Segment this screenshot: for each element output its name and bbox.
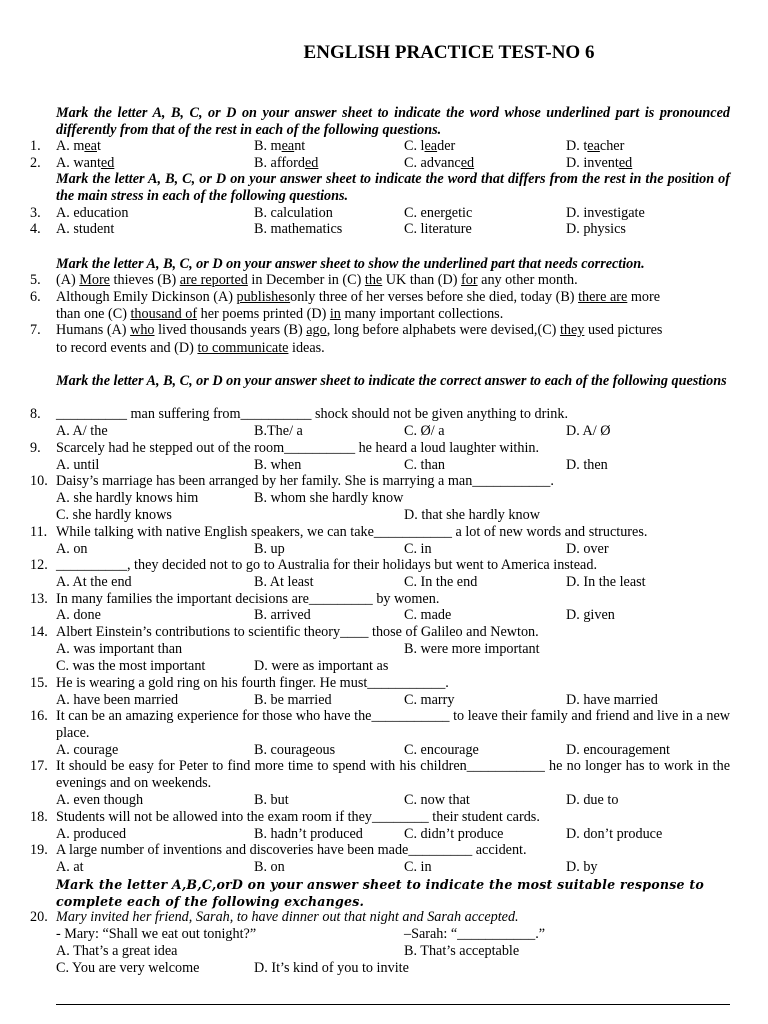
option-a[interactable]: A. A/ the — [56, 423, 108, 439]
option-b[interactable]: B. on — [254, 859, 285, 875]
option-c[interactable]: C. literature — [404, 221, 472, 237]
option-c[interactable]: C. marry — [404, 692, 455, 708]
option-a[interactable]: A. courage — [56, 742, 119, 758]
choice-a[interactable]: More — [79, 272, 110, 288]
question-stem: It can be an amazing experience for those who have the___________ to leave their family and friend and live in a new place. — [56, 708, 730, 741]
option-a[interactable]: A. on — [56, 541, 88, 557]
question-number: 13. — [30, 591, 48, 607]
option-b[interactable]: B. whom she hardly know — [254, 490, 404, 506]
choice-c[interactable]: the — [364, 272, 383, 288]
option-c[interactable]: C. encourage — [404, 742, 479, 758]
option-d[interactable]: D. were as important as — [254, 658, 389, 674]
question-stem: __________ man suffering from__________ shock should not be given anything to drink. — [56, 406, 569, 422]
option-c[interactable]: C. advanced — [404, 155, 475, 171]
option-b[interactable]: B. mathematics — [254, 221, 343, 237]
option-c[interactable]: C. than — [404, 457, 445, 473]
option-a[interactable]: A. At the end — [56, 574, 132, 590]
choice-d[interactable]: to communicate — [197, 340, 289, 356]
option-d[interactable]: D. physics — [566, 221, 626, 237]
question-stem: Albert Einstein’s contributions to scientific theory____ those of Galileo and Newton. — [56, 624, 539, 640]
page-divider — [56, 1004, 730, 1005]
question-stem: __________, they decided not to go to Australia for their holidays but went to America instead. — [56, 557, 597, 573]
option-a[interactable]: A. meat — [56, 138, 101, 154]
page-title: ENGLISH PRACTICE TEST-NO 6 — [303, 42, 595, 63]
option-d[interactable]: D. don’t produce — [566, 826, 663, 842]
question-stem: Students will not be allowed into the exam room if they________ their student cards. — [56, 809, 540, 825]
choice-d[interactable]: for — [461, 272, 478, 288]
question-7: 7. Humans (A) who lived thousands years (B) ago, long before alphabets were devised,(C) they used pictures — [30, 322, 663, 338]
option-b[interactable]: B. up — [254, 541, 285, 557]
instruction-error: Mark the letter A, B, C, or D on your answer sheet to show the underlined part that needs correction. — [56, 256, 645, 272]
option-d[interactable]: D. encouragement — [566, 742, 670, 758]
question-number: 12. — [30, 557, 48, 573]
option-b[interactable]: B. That’s acceptable — [404, 943, 520, 959]
question-10 — [30, 473, 730, 490]
option-a[interactable]: A. wanted — [56, 155, 115, 171]
choice-b[interactable]: ago — [306, 322, 327, 338]
option-a[interactable]: A. That’s a great idea — [56, 943, 178, 959]
question-number: 16. — [30, 708, 48, 724]
option-b[interactable]: B. At least — [254, 574, 314, 590]
question-number: 11. — [30, 524, 48, 540]
option-d[interactable]: D. then — [566, 457, 608, 473]
option-a[interactable]: A. even though — [56, 792, 144, 808]
option-c[interactable]: C. leader — [404, 138, 456, 154]
option-b[interactable]: B. be married — [254, 692, 332, 708]
option-a[interactable]: A. at — [56, 859, 84, 875]
question-7-line-2: to record events and (D) to communicate ideas. — [56, 340, 325, 356]
option-b[interactable]: B. calculation — [254, 205, 333, 221]
question-18 — [30, 809, 730, 826]
question-number: 1. — [30, 138, 41, 154]
option-d[interactable]: D. invented — [566, 155, 633, 171]
option-d[interactable]: D. due to — [566, 792, 619, 808]
instruction-stress: Mark the letter A, B, C, or D on your answer sheet to indicate the word that differs from the rest in the position of the main stress in each of the following questions. — [56, 171, 730, 204]
option-c[interactable]: C. energetic — [404, 205, 473, 221]
option-b[interactable]: B. hadn’t produced — [254, 826, 363, 842]
option-d[interactable]: D. It’s kind of you to invite — [254, 960, 409, 976]
question-number: 14. — [30, 624, 48, 640]
question-9 — [30, 440, 730, 457]
option-d[interactable]: D. have married — [566, 692, 658, 708]
question-14 — [30, 624, 730, 641]
question-stem: Mary invited her friend, Sarah, to have dinner out that night and Sarah accepted. — [56, 909, 519, 925]
option-b[interactable]: B. but — [254, 792, 289, 808]
option-c[interactable]: C. In the end — [404, 574, 478, 590]
question-number: 17. — [30, 758, 48, 774]
option-b[interactable]: B. arrived — [254, 607, 311, 623]
question-19 — [30, 842, 730, 859]
option-a[interactable]: A. she hardly knows him — [56, 490, 199, 506]
option-c[interactable]: C. in — [404, 859, 432, 875]
option-b[interactable]: B. when — [254, 457, 302, 473]
option-d[interactable]: D. teacher — [566, 138, 625, 154]
option-c[interactable]: C. made — [404, 607, 452, 623]
question-number: 7. — [30, 322, 41, 338]
question-5: 5. (A) More thieves (B) are reported in December in (C) the UK than (D) for any other month. — [30, 272, 578, 288]
option-a[interactable]: A. was important than — [56, 641, 183, 657]
question-20 — [30, 909, 730, 926]
option-d[interactable]: D. over — [566, 541, 609, 557]
question-11 — [30, 524, 730, 541]
question-15 — [30, 675, 730, 692]
question-stem: While talking with native English speakers, we can take___________ a lot of new words and structures. — [56, 524, 648, 540]
option-a[interactable]: A. education — [56, 205, 129, 221]
question-number: 15. — [30, 675, 48, 691]
option-b[interactable]: B. were more important — [404, 641, 540, 657]
question-number: 4. — [30, 221, 41, 237]
question-13 — [30, 591, 730, 608]
question-6-line-2: than one (C) thousand of her poems printed (D) in many important collections. — [56, 306, 504, 322]
option-c[interactable]: C. You are very welcome — [56, 960, 200, 976]
question-number: 5. — [30, 272, 41, 288]
option-c[interactable]: C. she hardly knows — [56, 507, 172, 523]
choice-c[interactable]: thousand of — [130, 306, 198, 322]
option-b[interactable]: B. meant — [254, 138, 306, 154]
question-number: 8. — [30, 406, 41, 422]
option-d[interactable]: D. In the least — [566, 574, 646, 590]
option-c[interactable]: C. Ø/ a — [404, 423, 445, 439]
instruction-multiple-choice: Mark the letter A, B, C, or D on your answer sheet to indicate the correct answer to each of the following questions — [56, 373, 727, 389]
question-stem: In many families the important decisions are_________ by women. — [56, 591, 440, 607]
option-a[interactable]: A. until — [56, 457, 100, 473]
question-number: 10. — [30, 473, 48, 489]
dialogue-mary: - Mary: “Shall we eat out tonight?” — [56, 926, 257, 942]
question-number: 18. — [30, 809, 48, 825]
question-6: 6. Although Emily Dickinson (A) publishesonly three of her verses before she died, today (B) there are more — [30, 289, 661, 305]
option-a[interactable]: A. have been married — [56, 692, 179, 708]
choice-b[interactable]: there are — [578, 289, 628, 305]
question-8 — [30, 406, 730, 423]
question-number: 2. — [30, 155, 41, 171]
choice-a[interactable]: publishes — [236, 289, 291, 305]
choice-a[interactable]: who — [130, 322, 155, 338]
question-number: 9. — [30, 440, 41, 456]
question-stem: He is wearing a gold ring on his fourth finger. He must___________. — [56, 675, 449, 691]
question-number: 3. — [30, 205, 41, 221]
instruction-response: Mark the letter A,B,C,orD on your answer sheet to indicate the most suitable response to complete each of the following exchanges. — [56, 877, 704, 909]
option-d[interactable]: D. A/ Ø — [566, 423, 611, 439]
option-b[interactable]: B. courageous — [254, 742, 336, 758]
option-b[interactable]: B.The/ a — [254, 423, 303, 439]
question-stem: Daisy’s marriage has been arranged by her family. She is marrying a man___________. — [56, 473, 554, 489]
option-a[interactable]: A. produced — [56, 826, 127, 842]
question-12 — [30, 557, 730, 574]
choice-d[interactable]: in — [329, 306, 341, 322]
question-stem: A large number of inventions and discoveries have been made_________ accident. — [56, 842, 527, 858]
question-17 — [30, 758, 730, 792]
option-d[interactable]: D. that she hardly know — [404, 507, 540, 523]
question-number: 6. — [30, 289, 41, 305]
option-d[interactable]: D. by — [566, 859, 598, 875]
choice-b[interactable]: are reported — [179, 272, 248, 288]
option-b[interactable]: B. afforded — [254, 155, 319, 171]
instruction-pronunciation: Mark the letter A, B, C, or D on your answer sheet to indicate the word whose underlined part is pronounced differently from that of the rest in each of the following questions. — [56, 105, 730, 138]
choice-c[interactable]: they — [559, 322, 585, 338]
option-a[interactable]: A. done — [56, 607, 101, 623]
option-c[interactable]: C. now that — [404, 792, 470, 808]
question-number: 20. — [30, 909, 48, 925]
question-stem: Scarcely had he stepped out of the room__________ he heard a loud laughter within. — [56, 440, 540, 456]
option-d[interactable]: D. investigate — [566, 205, 645, 221]
option-c[interactable]: C. was the most important — [56, 658, 206, 674]
question-16 — [30, 708, 730, 742]
dialogue-sarah: –Sarah: “___________.” — [404, 926, 546, 942]
option-a[interactable]: A. student — [56, 221, 115, 237]
option-c[interactable]: C. in — [404, 541, 432, 557]
question-stem: It should be easy for Peter to find more time to spend with his children___________ he no longer has to work in the evenings and on weekends. — [56, 758, 730, 791]
option-d[interactable]: D. given — [566, 607, 615, 623]
question-number: 19. — [30, 842, 48, 858]
option-c[interactable]: C. didn’t produce — [404, 826, 504, 842]
